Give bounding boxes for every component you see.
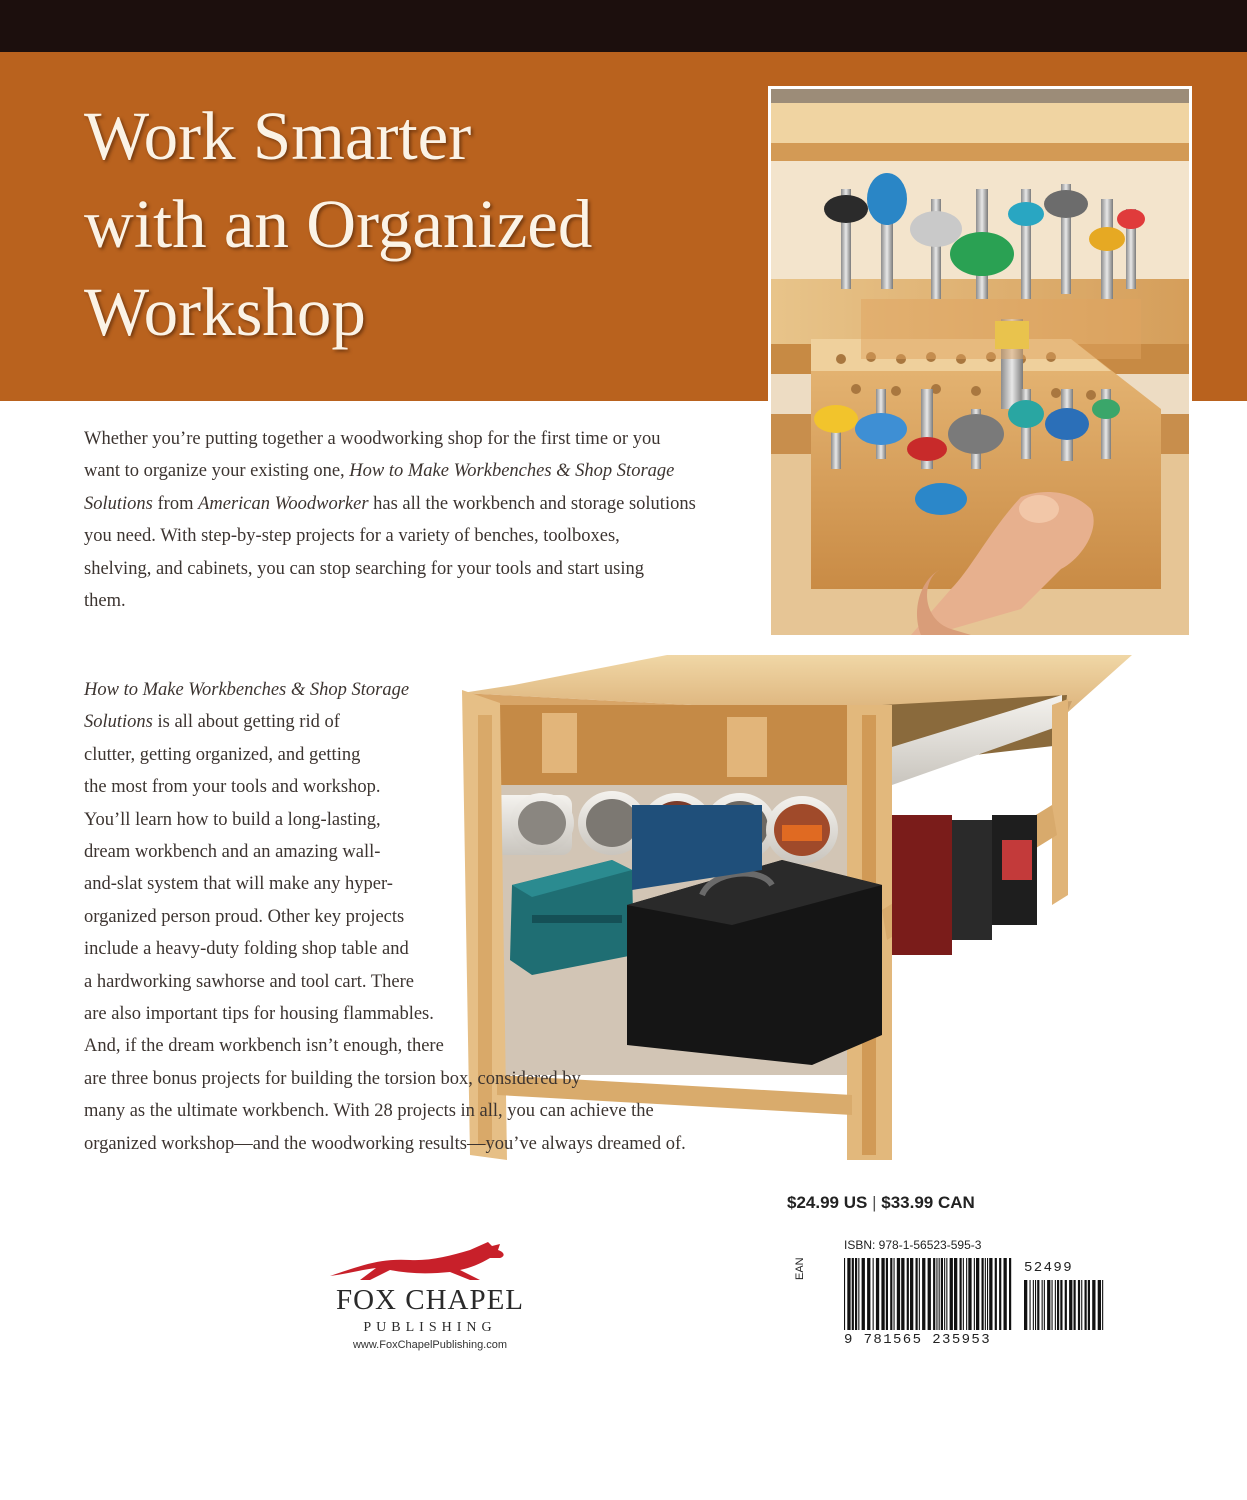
publisher-sub: PUBLISHING bbox=[363, 1320, 497, 1335]
barcode-bar bbox=[897, 1258, 900, 1330]
barcode-bar bbox=[858, 1258, 859, 1330]
barcode-bar bbox=[1004, 1258, 1007, 1330]
top-dark-bar bbox=[0, 0, 1247, 52]
body-line: dream workbench and an amazing wall- bbox=[84, 842, 381, 862]
price-can: $33.99 CAN bbox=[881, 1193, 975, 1212]
body-line: Solutions is all about getting rid of bbox=[84, 712, 340, 733]
body-line: are three bonus projects for building the torsion box, considered by bbox=[84, 1068, 581, 1089]
barcode-bar bbox=[916, 1258, 918, 1330]
body-line: How to Make Workbenches & Shop Storage bbox=[84, 680, 410, 700]
barcode-bar bbox=[944, 1258, 945, 1330]
barcode-bar bbox=[1009, 1258, 1011, 1330]
barcode-bar bbox=[890, 1258, 892, 1330]
barcode-bar bbox=[989, 1258, 992, 1330]
body-line: a hardworking sawhorse and tool cart. There bbox=[84, 971, 414, 992]
body-line: organized person proud. Other key projects bbox=[84, 906, 405, 927]
body-line: the most from your tools and workshop. bbox=[84, 777, 381, 798]
barcode-bar bbox=[910, 1258, 913, 1330]
intro-line: want to organize your existing one, How to Make Workbenches & Shop Storage bbox=[84, 461, 675, 482]
publisher-url[interactable]: www.FoxChapelPublishing.com bbox=[352, 1339, 508, 1351]
barcode-bar bbox=[1092, 1280, 1095, 1330]
barcode-bar bbox=[1052, 1280, 1053, 1330]
barcode-bar bbox=[974, 1258, 975, 1330]
barcode-bar bbox=[950, 1258, 953, 1330]
intro-line: Whether you’re putting together a woodworking shop for the first time or you bbox=[84, 429, 661, 449]
price-us: $24.99 US bbox=[787, 1193, 868, 1212]
body-line: many as the ultimate workbench. With 28 projects in all, you can achieve the bbox=[84, 1101, 654, 1122]
price-line bbox=[787, 1193, 975, 1213]
body-line: include a heavy-duty folding shop table and bbox=[84, 939, 409, 960]
barcode-bar bbox=[919, 1258, 920, 1330]
ean-label: EAN bbox=[794, 1257, 806, 1280]
barcode-bar bbox=[1033, 1280, 1034, 1330]
publisher-name: FOX CHAPEL bbox=[335, 1284, 525, 1316]
barcode-bar bbox=[894, 1258, 895, 1330]
barcode-bar bbox=[939, 1258, 940, 1330]
barcode-bar bbox=[982, 1258, 984, 1330]
barcode-bar bbox=[995, 1258, 997, 1330]
barcode-bar bbox=[1078, 1280, 1080, 1330]
barcode-addon-number: 52499 bbox=[1024, 1260, 1074, 1276]
body-line: And, if the dream workbench isn’t enough, there bbox=[84, 1036, 444, 1057]
intro-paragraph bbox=[84, 423, 749, 617]
barcode-bar bbox=[862, 1258, 865, 1330]
barcode-bar bbox=[876, 1258, 879, 1330]
fox-icon bbox=[320, 1236, 540, 1286]
barcode-bar bbox=[1024, 1280, 1027, 1330]
barcode-bar bbox=[844, 1258, 845, 1330]
barcode-bar bbox=[1055, 1280, 1056, 1330]
publisher-logo bbox=[320, 1236, 540, 1356]
barcode-bar bbox=[1088, 1280, 1090, 1330]
barcode-bar bbox=[1102, 1280, 1103, 1330]
body-line: clutter, getting organized, and getting bbox=[84, 744, 361, 765]
headline-line-2: with an Organized bbox=[84, 186, 593, 262]
barcode-bar bbox=[963, 1258, 964, 1330]
barcode-bar bbox=[1057, 1280, 1059, 1330]
body-line: You’ll learn how to build a long-lasting, bbox=[84, 809, 381, 830]
barcode-bar bbox=[933, 1258, 935, 1330]
headline-line-3: Workshop bbox=[84, 274, 366, 350]
barcode-bar bbox=[936, 1258, 937, 1330]
barcode-bar bbox=[1044, 1280, 1045, 1330]
barcode-bar bbox=[1030, 1280, 1031, 1330]
intro-line: them. bbox=[84, 591, 126, 612]
body-line: and-slat system that will make any hyper- bbox=[84, 874, 393, 895]
barcode-bar bbox=[1074, 1280, 1076, 1330]
barcode-bar bbox=[1098, 1280, 1101, 1330]
body-line: organized workshop—and the woodworking results—you’ve always dreamed of. bbox=[84, 1133, 686, 1154]
barcode-bar bbox=[852, 1258, 854, 1330]
barcode-bar bbox=[1042, 1280, 1043, 1330]
isbn-text: ISBN: 978-1-56523-595-3 bbox=[844, 1238, 982, 1252]
intro-line: you need. With step-by-step projects for a variety of benches, toolboxes, bbox=[84, 526, 620, 547]
barcode-bar bbox=[1069, 1280, 1072, 1330]
barcode-bar bbox=[881, 1258, 884, 1330]
barcode-bar bbox=[1047, 1280, 1050, 1330]
barcode-bars-addon bbox=[1024, 1280, 1104, 1330]
barcode-bar bbox=[907, 1258, 909, 1330]
barcode-bar bbox=[928, 1258, 931, 1330]
barcode-bar bbox=[922, 1258, 925, 1330]
barcode-bar bbox=[886, 1258, 888, 1330]
body-paragraph bbox=[84, 674, 784, 1154]
barcode-bar bbox=[968, 1258, 971, 1330]
price-separator: | bbox=[872, 1193, 877, 1212]
barcode-bar bbox=[1081, 1280, 1082, 1330]
barcode-bar bbox=[873, 1258, 874, 1330]
body-line: are also important tips for housing flammables. bbox=[84, 1004, 434, 1024]
barcode-bar bbox=[987, 1258, 988, 1330]
intro-line: shelving, and cabinets, you can stop searching for your tools and start using bbox=[84, 558, 645, 579]
barcode-bar bbox=[1085, 1280, 1087, 1330]
barcode-bar bbox=[966, 1258, 967, 1330]
headline-line-1: Work Smarter bbox=[84, 98, 472, 174]
intro-line: Solutions from American Woodworker has all the workbench and storage solutions bbox=[84, 493, 696, 514]
cover-headline bbox=[84, 92, 744, 356]
barcode-bar bbox=[960, 1258, 962, 1330]
barcode-bar bbox=[847, 1258, 850, 1330]
isbn-barcode bbox=[794, 1238, 1119, 1348]
barcode-bar bbox=[1037, 1280, 1039, 1330]
barcode-bar bbox=[855, 1258, 857, 1330]
barcode-bar bbox=[954, 1258, 957, 1330]
barcode-bar bbox=[1065, 1280, 1067, 1330]
barcode-number: 9 781565 235953 bbox=[844, 1332, 992, 1348]
barcode-bars-main bbox=[844, 1258, 1014, 1330]
barcode-bar bbox=[946, 1258, 947, 1330]
barcode-bar bbox=[1060, 1280, 1062, 1330]
barcode-bar bbox=[1035, 1280, 1036, 1330]
router-bit-organizer-photo bbox=[768, 86, 1192, 638]
barcode-bar bbox=[985, 1258, 986, 1330]
barcode-bar bbox=[999, 1258, 1001, 1330]
barcode-bar bbox=[867, 1258, 870, 1330]
barcode-bar bbox=[976, 1258, 979, 1330]
barcode-bar bbox=[901, 1258, 904, 1330]
barcode-bar bbox=[941, 1258, 943, 1330]
